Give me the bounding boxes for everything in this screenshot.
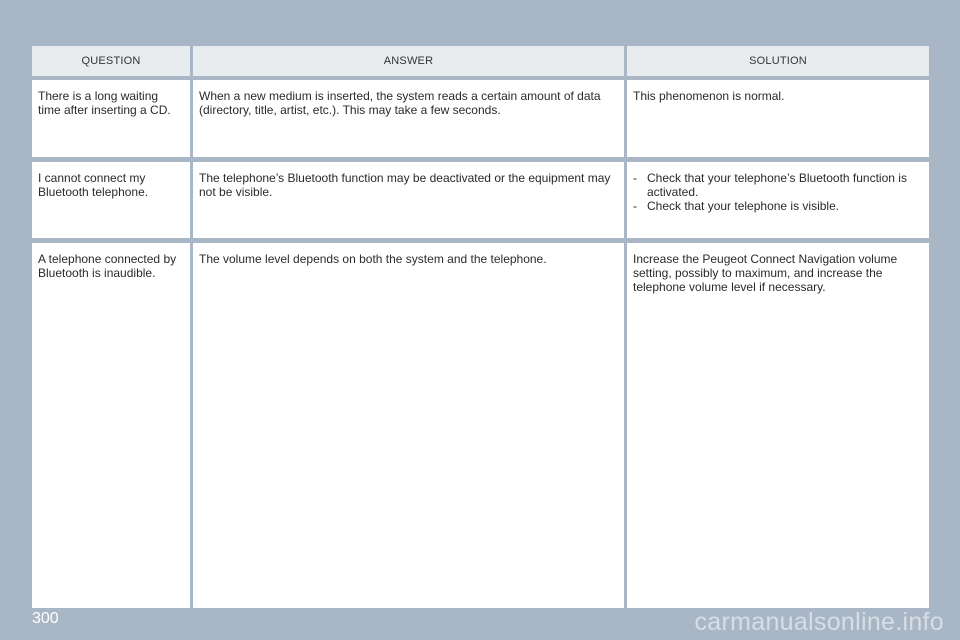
- row-2-solution: [627, 162, 929, 238]
- solution-item-text: Check that your telephone is visible.: [647, 199, 840, 213]
- page-number: 300: [32, 610, 59, 627]
- row-3-answer: The volume level depends on both the system and the telephone.: [193, 243, 624, 608]
- header-answer: ANSWER: [193, 46, 624, 76]
- header-question: QUESTION: [32, 46, 190, 76]
- row-1-solution: This phenomenon is normal.: [627, 80, 929, 157]
- solution-list-item: [633, 171, 923, 199]
- row-2-answer: The telephone’s Bluetooth function may be deactivated or the equipment may not be visible.: [193, 162, 624, 238]
- row-1-question: There is a long waiting time after inserting a CD.: [32, 80, 190, 157]
- bullet-dash: -: [633, 171, 637, 185]
- row-3-question: A telephone connected by Bluetooth is inaudible.: [32, 243, 190, 608]
- bullet-dash: -: [633, 199, 637, 213]
- solution-item-text: Check that your telephone’s Bluetooth function is activated.: [647, 171, 907, 199]
- watermark: carmanualsonline.info: [694, 608, 944, 636]
- header-solution: SOLUTION: [627, 46, 929, 76]
- solution-list: [633, 171, 923, 213]
- row-1-answer: When a new medium is inserted, the system reads a certain amount of data (directory, title, artist, etc.). This may take a few seconds.: [193, 80, 624, 157]
- row-2-question: I cannot connect my Bluetooth telephone.: [32, 162, 190, 238]
- row-3-solution: Increase the Peugeot Connect Navigation volume setting, possibly to maximum, and increase the telephone volume level if necessary.: [627, 243, 929, 608]
- solution-list-item: [633, 199, 923, 213]
